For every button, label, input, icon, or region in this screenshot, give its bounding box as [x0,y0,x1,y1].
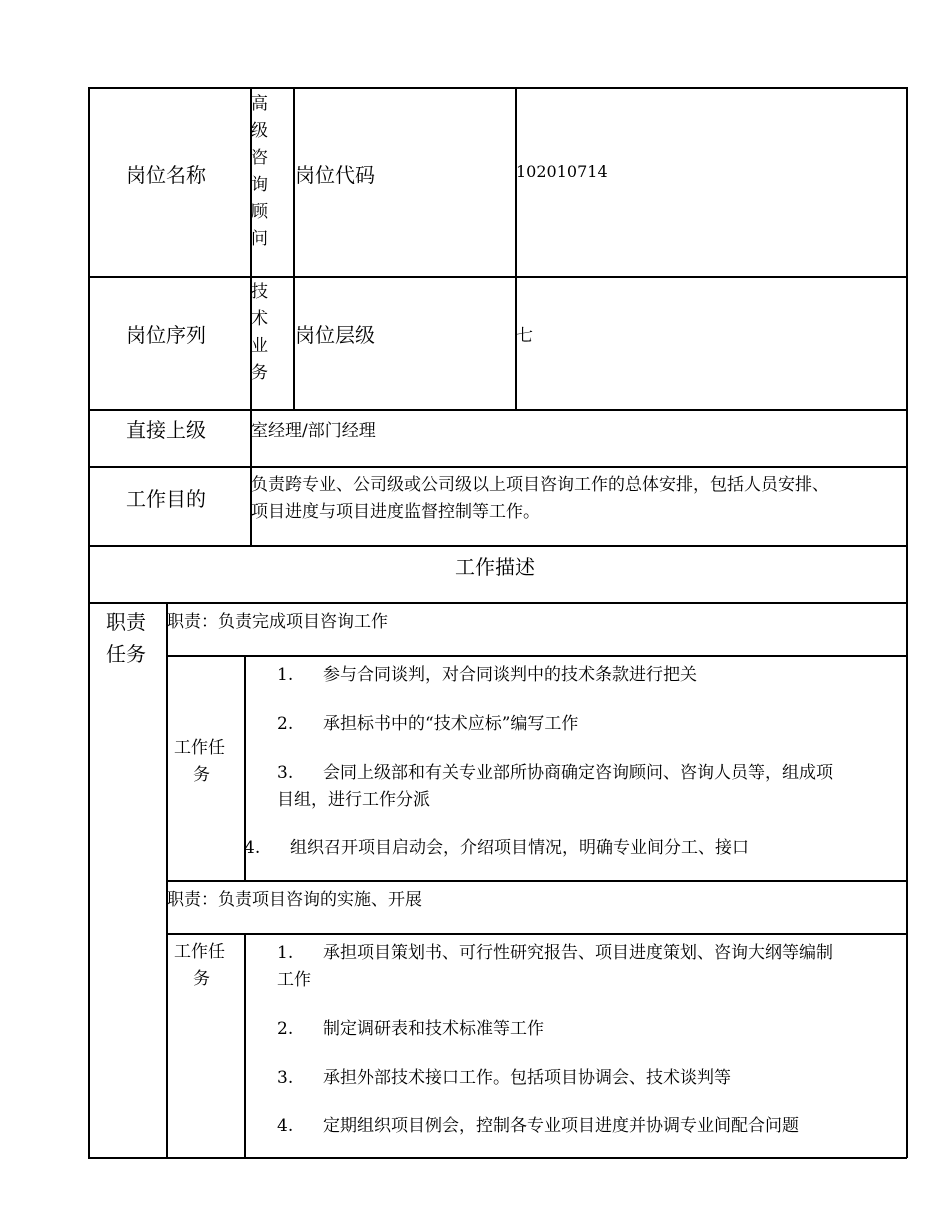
position-sequence-label: 岗位序列 [126,323,206,347]
duty-title: 职责：负责完成项目咨询工作 [167,612,388,632]
row-divider [88,276,907,278]
table-border-bottom [88,1157,907,1159]
row-divider [88,466,907,468]
duty-title: 职责：负责项目咨询的实施、开展 [167,890,422,910]
row-divider [88,409,907,411]
table-border-right [906,87,908,1158]
duty-divider [166,880,907,882]
task-item [277,758,833,783]
col-divider [244,933,246,1158]
superior-label: 直接上级 [126,418,206,442]
position-name-label: 岗位名称 [126,163,206,187]
task-number: 2. [277,1019,294,1039]
task-item [277,1111,799,1136]
col-divider [293,87,295,410]
position-name-value: 高级咨询顾问 [251,94,268,249]
purpose-text-line-1: 负责跨专业、公司级或公司级以上项目咨询工作的总体安排，包括人员安排、 [251,475,829,495]
task-text: 制定调研表和技术标准等工作 [323,1019,544,1039]
position-code-label: 岗位代码 [295,163,375,187]
section-title: 工作描述 [455,555,535,579]
task-text: 组织召开项目启动会，介绍项目情况，明确专业间分工、接口 [290,838,749,858]
task-text: 参与合同谈判，对合同谈判中的技术条款进行把关 [323,665,697,685]
duty-divider [166,655,907,657]
row-divider [88,545,907,547]
task-number: 1. [277,943,294,963]
task-number: 1. [277,665,294,685]
row-divider [88,602,907,604]
table-border-left [88,87,90,1158]
task-item [277,709,578,734]
superior-value: 室经理/部门经理 [251,421,376,441]
table-border-top [88,87,907,89]
task-item [244,833,749,858]
col-divider [166,602,168,1158]
task-item [277,1063,731,1088]
task-item [277,1014,544,1039]
task-item [277,938,833,963]
duty-label-line-2: 任务 [106,642,146,666]
duty-label-line-1: 职责 [106,610,146,634]
position-sequence-value: 技术业务 [251,282,268,383]
task-text: 定期组织项目例会，控制各专业项目进度并协调专业间配合问题 [323,1116,799,1136]
duty-divider [166,933,907,935]
position-level-value: 七 [516,326,533,346]
purpose-label: 工作目的 [126,487,206,511]
task-label-line-2: 务 [193,969,210,989]
task-text: 承担项目策划书、可行性研究报告、项目进度策划、咨询大纲等编制 [323,943,833,963]
position-level-label: 岗位层级 [295,323,375,347]
col-divider [515,87,517,410]
task-item-continued: 目组，进行工作分派 [277,790,430,810]
task-item [277,660,697,685]
purpose-text-line-2: 项目进度与项目进度监督控制等工作。 [251,502,540,522]
task-text: 承担标书中的“技术应标”编写工作 [323,714,579,734]
task-number: 4. [277,1116,294,1136]
task-item-continued: 工作 [277,970,311,990]
task-number: 3. [277,1068,294,1088]
task-number: 4. [244,838,261,858]
task-label-line-1: 工作任 [174,738,225,758]
task-text: 会同上级部和有关专业部所协商确定咨询顾问、咨询人员等，组成项 [323,763,833,783]
task-number: 3. [277,763,294,783]
task-label-line-2: 务 [193,765,210,785]
task-label-line-1: 工作任 [174,942,225,962]
task-number: 2. [277,714,294,734]
position-code-value: 102010714 [516,162,608,181]
task-text: 承担外部技术接口工作。包括项目协调会、技术谈判等 [323,1068,731,1088]
